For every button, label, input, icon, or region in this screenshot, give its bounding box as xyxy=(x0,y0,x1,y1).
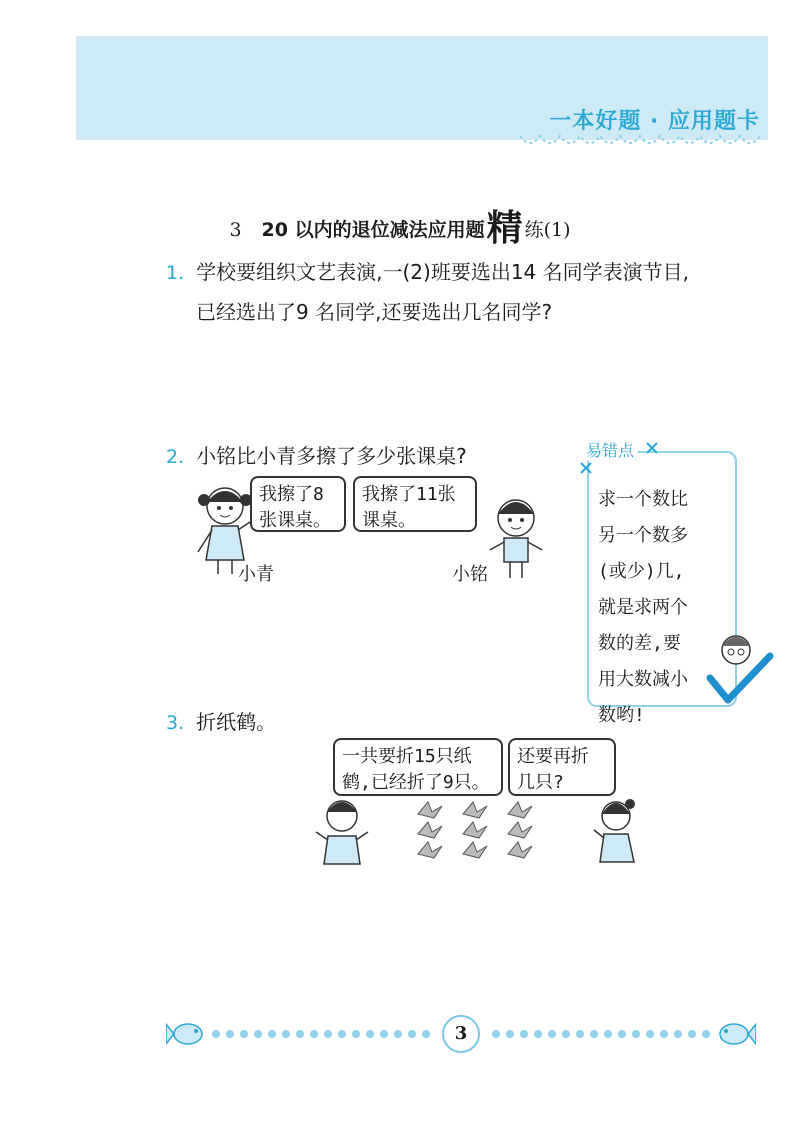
name-xiaoming: 小铭 xyxy=(452,564,488,585)
question-2-text: 小铭比小青多擦了多少张课桌? xyxy=(196,444,467,468)
footer-dots-right xyxy=(492,1030,710,1038)
question-1-number: 1. xyxy=(166,262,185,284)
speech-bubble-xiaoqing xyxy=(250,476,346,532)
bubble-text: 张课桌。 xyxy=(259,510,331,531)
title-number: 3 xyxy=(229,219,242,241)
bubble-text: 我擦了8 xyxy=(259,484,324,505)
speech-bubble-right xyxy=(508,738,616,796)
bubble-text: 鹤,已经折了9只。 xyxy=(342,772,490,793)
bubble-text: 我擦了11张 xyxy=(362,484,456,505)
boy-illustration xyxy=(312,796,372,866)
bubble-text: 还要再折 xyxy=(517,746,589,767)
bubble-text: 一共要折15只纸 xyxy=(342,746,472,767)
header-brand: 一本好题 · 应用题卡 xyxy=(549,109,760,134)
boy-illustration xyxy=(484,492,554,582)
question-3 xyxy=(166,706,276,735)
cross-icon xyxy=(578,460,594,476)
bubble-text: 几只? xyxy=(517,772,564,793)
question-2 xyxy=(166,440,467,469)
header-scallop-decoration xyxy=(520,132,760,156)
question-1 xyxy=(166,256,689,285)
page-number: 3 xyxy=(442,1015,480,1053)
name-xiaoqing: 小青 xyxy=(238,564,274,585)
bubble-text: 课桌。 xyxy=(362,510,416,531)
footer-dots-left xyxy=(212,1030,430,1038)
cross-icon xyxy=(644,440,660,456)
speech-bubble-left xyxy=(333,738,503,796)
page-title xyxy=(0,200,800,251)
checkmark-boy-illustration xyxy=(706,630,776,710)
tip-text: 求一个数比 另一个数多 (或少)几, 就是求两个 数的差,要 用大数减小 数哟! xyxy=(598,489,688,726)
fish-icon xyxy=(716,1016,756,1052)
question-3-text: 折纸鹤。 xyxy=(196,710,277,734)
paper-cranes-group xyxy=(408,800,538,864)
title-post: 练(1) xyxy=(524,219,571,241)
title-pre: 20 以内的退位减法应用题 xyxy=(261,219,485,241)
title-big-char: 精 xyxy=(486,208,523,249)
question-3-number: 3. xyxy=(166,712,185,734)
fish-icon xyxy=(166,1016,206,1052)
speech-bubble-xiaoming xyxy=(353,476,477,532)
tip-title: 易错点 xyxy=(582,438,638,461)
question-2-number: 2. xyxy=(166,446,185,468)
question-1-line1: 学校要组织文艺表演,一(2)班要选出14 名同学表演节目, xyxy=(196,260,689,284)
question-1-line2: 已经选出了9 名同学,还要选出几名同学? xyxy=(196,300,553,324)
girl-illustration xyxy=(592,796,642,866)
